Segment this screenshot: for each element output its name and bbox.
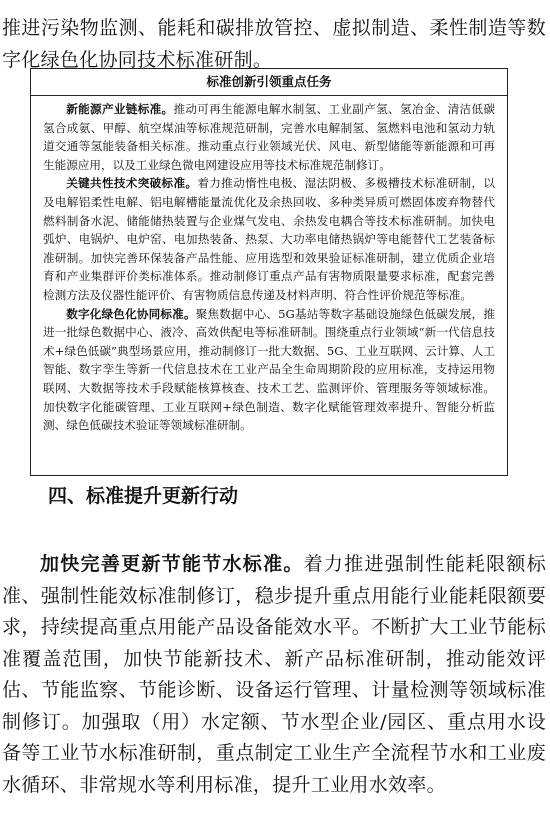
task-item-new-energy [43, 100, 495, 174]
key-tasks-box [30, 68, 508, 476]
section-paragraph [2, 549, 546, 801]
task-text: 推动可再生能源电解水制氢、工业副产氢、氢冶金、清洁低碳氢合成氨、甲醇、航空煤油等标准规范研制，完善水电解制氢、氢燃料电池和氢动力轨道交通等氢能装备相关标准。推动重点行业领域光伏、风电、新型储能等新能源和可再生能源应用，以及工业绿色微电网建设应用等技术标准规范制修订。 [43, 102, 495, 172]
task-text: 聚焦数据中心、5G基站等数字基础设施绿色低碳发展，推进一批绿色数据中心、液冷、高效供配电等标准研制。围绕重点行业领域“新一代信息技术+绿色低碳”典型场景应用，推动制修订一批大数据、5G、工业互联网、云计算、人工智能、数字孪生等新一代信息技术在工业产品全生命周期阶段的应用标准，支持运用物联网、大数据等技术手段赋能核算核查、技术工艺、监测评价、管理服务等领域标准。加快数字化能碳管理、工业互联网+绿色制造、数字化赋能管理效率提升、智能分析监测、绿色低碳技术验证等领域标准研制。 [43, 306, 495, 433]
box-title: 标准创新引领重点任务 [31, 69, 507, 96]
task-heading: 数字化绿色化协同标准。 [66, 306, 196, 321]
task-heading: 新能源产业链标准。 [66, 102, 174, 116]
task-text: 着力推动惰性电极、湿法阴极、多极槽技术标准研制，以及电解铝柔性电解、铝电解槽能量流优化及余热回收、多种类异质可燃固体废弃物替代燃料制备水泥、储能储热装置与企业煤气发电、余热发电耦合等技术标准研制。加快电弧炉、电锅炉、电炉窑、电加热装备、热泵、大功率电储热锅炉等电能替代工艺装备标准研制。加快完善环保装备产品性能、应用选型和效果验证标准研制，建立优质企业培育和产业集群评价类标准体系。推动制修订重点产品有害物质限量要求标准，配套完善检测方法及仪器性能评价、有害物质信息传递及材料声明、符合性评价规范等标准。 [43, 176, 495, 302]
task-item-digital-green [43, 305, 495, 435]
section-paragraph-heading: 加快完善更新节能节水标准。 [40, 553, 304, 575]
section-paragraph-text: 着力推进强制性能耗限额标准、强制性能效标准制修订，稳步提升重点用能行业能耗限额要求，持续提高重点用能产品设备能效水平。不断扩大工业节能标准覆盖范围，加快节能新技术、新产品标准研制，推动能效评估、节能监察、节能诊断、设备运行管理、计量检测等领域标准制修订。加强取（用）水定额、节水型企业/园区、重点用水设备等工业节水标准研制，重点制定工业生产全流程节水和工业废水循环、非常规水等利用标准，提升工业用水效率。 [2, 553, 546, 796]
task-heading: 关键共性技术突破标准。 [66, 176, 198, 191]
intro-paragraph: 推进污染物监测、能耗和碳排放管控、虚拟制造、柔性制造等数字化绿色化协同技术标准研制。 [2, 17, 546, 71]
task-item-key-tech [43, 174, 495, 304]
section-heading: 四、标准提升更新行动 [48, 485, 239, 507]
box-body [31, 96, 507, 435]
